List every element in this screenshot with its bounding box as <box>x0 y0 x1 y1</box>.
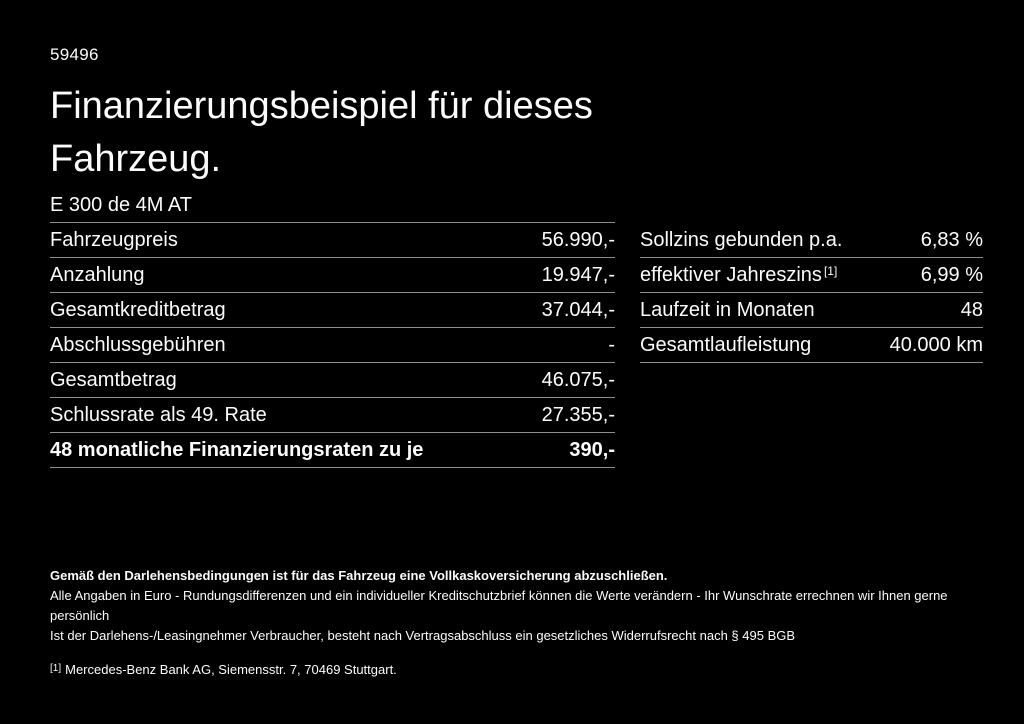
row-value: 390,- <box>569 438 615 461</box>
row-value: 56.990,- <box>541 228 615 251</box>
table-row-gesamtbetrag <box>50 363 615 398</box>
table-row-anzahlung <box>50 258 615 293</box>
row-label: 48 monatliche Finanzierungsraten zu je <box>50 438 424 461</box>
row-label: effektiver Jahreszins [1] <box>640 263 838 286</box>
row-label: Gesamtkreditbetrag <box>50 298 226 321</box>
row-value: 27.355,- <box>541 403 615 426</box>
row-value: 19.947,- <box>541 263 615 286</box>
legal-line-2: Ist der Darlehens-/Leasingnehmer Verbraucher, besteht nach Vertragsabschluss ein gesetzliches Widerrufsrecht nach § 495 BGB <box>50 628 796 643</box>
table-row-fahrzeugpreis <box>50 223 615 258</box>
row-label: Gesamtlaufleistung <box>640 333 812 356</box>
row-label: Sollzins gebunden p.a. <box>640 228 843 251</box>
bank-footnote <box>50 659 980 680</box>
row-label: Fahrzeugpreis <box>50 228 178 251</box>
page-title-line-2: Fahrzeug. <box>50 138 222 180</box>
row-label: Abschlussgebühren <box>50 333 226 356</box>
table-row-gesamtkreditbetrag <box>50 293 615 328</box>
table-row-effektiver-jahreszins <box>640 258 983 293</box>
finance-table <box>50 188 615 468</box>
row-label: Anzahlung <box>50 263 145 286</box>
row-label: Gesamtbetrag <box>50 368 177 391</box>
insurance-note: Gemäß den Darlehensbedingungen ist für das Fahrzeug eine Vollkaskoversicherung abzuschließen. <box>50 568 668 583</box>
tables-container <box>50 188 983 468</box>
footnote-text: Mercedes-Benz Bank AG, Siemensstr. 7, 70469 Stuttgart. <box>65 662 397 677</box>
footnote-marker: [1] <box>50 663 62 674</box>
table-row-laufzeit <box>640 293 983 328</box>
row-value: - <box>608 333 615 356</box>
table-row-schlussrate <box>50 398 615 433</box>
row-value: 40.000 km <box>889 333 983 356</box>
vehicle-model: E 300 de 4M AT <box>50 188 615 223</box>
row-label: Schlussrate als 49. Rate <box>50 403 267 426</box>
legal-footer <box>50 566 980 680</box>
legal-line-1: Alle Angaben in Euro - Rundungsdifferenzen und ein individueller Kreditschutzbrief können die Werte verändern - Ihr Wunschrate errechnen wir Ihnen gerne persönlich <box>50 588 948 623</box>
page-title-line-1: Finanzierungsbeispiel für dieses <box>50 85 593 127</box>
row-value: 6,99 % <box>920 263 983 286</box>
footnote-marker: [1] <box>823 263 838 278</box>
conditions-table <box>640 223 983 468</box>
table-row-gesamtlaufleistung <box>640 328 983 363</box>
row-value: 37.044,- <box>541 298 615 321</box>
listing-id: 59496 <box>50 45 99 64</box>
page-title <box>50 80 593 186</box>
table-row-abschlussgebuehren <box>50 328 615 363</box>
table-row-monatsrate <box>50 433 615 468</box>
row-value: 46.075,- <box>541 368 615 391</box>
row-value: 6,83 % <box>920 228 983 251</box>
table-row-sollzins <box>640 223 983 258</box>
row-value: 48 <box>960 298 983 321</box>
row-label: Laufzeit in Monaten <box>640 298 815 321</box>
